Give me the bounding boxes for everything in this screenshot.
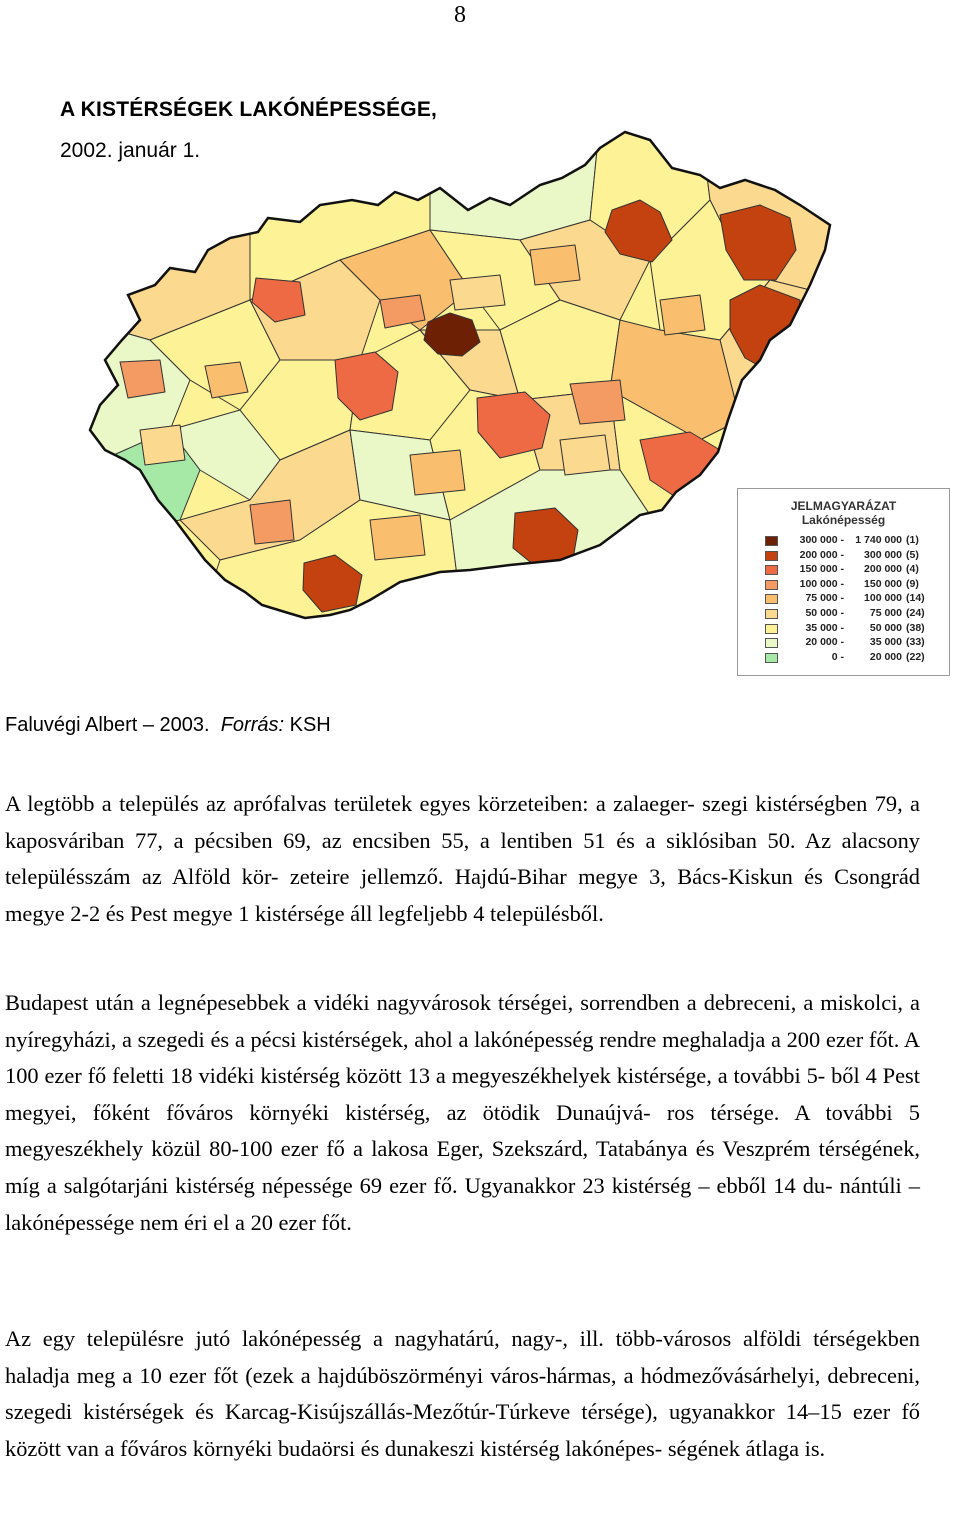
paragraph-line: között van a főváros környéki budaörsi és dunakeszi kistérség lakónépes- (5, 1435, 663, 1461)
legend-range-low: 100 000 - (799, 577, 844, 590)
legend-range-high: 75 000 (869, 606, 902, 619)
paragraph-line: 2-2 és Pest megye 1 kistérsége áll legfeljebb 4 településből. (70, 900, 604, 926)
legend-row (738, 636, 949, 651)
paragraph-most-populous (5, 985, 920, 1241)
paragraph-line: Eger, Szekszárd, Tatabánya és Veszprém térségének, míg a salgótarjáni (5, 1136, 920, 1198)
legend-title: JELMAGYARÁZAT (790, 499, 897, 513)
credit-source: KSH (289, 714, 331, 736)
map-title: A KISTÉRSÉGEK LAKÓNÉPESSÉGE, (60, 98, 438, 121)
paragraph-line: Budapest után a legnépesebbek a vidéki nagyvárosok térségei, sorrendben (5, 990, 680, 1015)
paragraph-line: kistérség népessége 69 ezer fő. Ugyanakkor 23 kistérség – ebből 14 du- (175, 1172, 833, 1198)
legend-range-high: 200 000 (864, 563, 902, 576)
paragraph-line: alföldi térségekben haladja meg a 10 ezer főt (ezek a hajdúböszörményi (5, 1326, 920, 1388)
legend-range-low: 0 - (831, 650, 844, 663)
legend-row (738, 534, 949, 549)
legend-range-low: 75 000 - (805, 592, 844, 605)
paragraph-line: a debreceni, a miskolci, a nyíregyházi, a szegedi és a pécsi kistérségek, (5, 990, 920, 1052)
legend-range-low: 20 000 - (805, 636, 844, 649)
paragraph-line: ahol a lakónépesség rendre meghaladja a 200 ezer főt. A 100 ezer fő feletti (5, 1026, 920, 1089)
credit-source-label: Forrás: (220, 714, 285, 736)
legend-range-low: 200 000 - (799, 548, 844, 561)
map-date: 2002. január 1. (60, 139, 201, 162)
legend-range-high: 35 000 (869, 636, 902, 649)
legend-row (738, 607, 949, 622)
paragraph-line: Az egy településre jutó lakónépesség a nagyhatárú, nagy-, ill. több-városos (5, 1326, 732, 1351)
legend-row (738, 592, 949, 607)
legend-subtitle: Lakónépesség (801, 513, 886, 527)
legend-range-high: 50 000 (869, 621, 902, 634)
paragraph-line: A legtöbb a település az aprófalvas területek egyes körzeteiben: a zalaeger- (5, 791, 695, 816)
paragraph-line: ségének átlaga is. (667, 1435, 826, 1461)
paragraph-line: város-hármas, a hódmezővásárhelyi, debreceni, szegedi kistérségek és (5, 1362, 920, 1425)
legend-row (738, 651, 949, 666)
legend-count: (9) (906, 577, 919, 590)
legend-count: (22) (906, 650, 925, 663)
legend-count: (38) (906, 621, 925, 634)
legend-range-low: 50 000 - (805, 606, 844, 619)
paragraph-line: lentiben 51 és a siklósiban 50. Az alacsony településszám az Alföld kör- (5, 827, 920, 890)
page-number: 8 (454, 2, 466, 28)
legend-count: (33) (906, 636, 925, 649)
map-legend (737, 488, 950, 676)
map-credit (5, 714, 331, 737)
paragraph-line: ből 4 Pest megyei, főként főváros környéki kistérség, az ötödik Dunaújvá- (5, 1063, 920, 1125)
legend-count: (5) (906, 548, 919, 561)
paragraph-population-per-settlement (5, 1321, 920, 1467)
legend-range-low: 300 000 - (799, 534, 844, 546)
legend-range-high: 150 000 (864, 577, 902, 590)
legend-count: (4) (906, 563, 919, 576)
paragraph-line: 18 vidéki kistérség között 13 a megyeszékhelyek kistérsége, a további 5- (170, 1063, 826, 1089)
legend-count: (24) (906, 606, 925, 619)
paragraph-settlement-counts (5, 786, 920, 932)
paragraph-line: nántúli – lakónépessége nem éri el a 20 ezer főt. (5, 1172, 920, 1235)
legend-range-low: 150 000 - (799, 563, 844, 576)
legend-row (738, 549, 949, 564)
paragraph-line: szegi kistérségben 79, a kaposváriban 77, a pécsiben 69, az encsiben 55, a (5, 791, 920, 853)
legend-range-high: 300 000 (864, 548, 902, 561)
paragraph-line: Karcag-Kisújszállás-Mezőtúr-Túrkeve térsége), ugyanakkor 14–15 ezer fő (224, 1399, 920, 1425)
paragraph-line: ros térsége. A további 5 megyeszékhely közül 80-100 ezer fő a lakosa (5, 1099, 921, 1162)
paragraph-line: zeteire jellemző. Hajdú-Bihar megye 3, Bács-Kiskun és Csongrád megye (5, 864, 920, 926)
legend-count: (1) (906, 534, 919, 546)
legend-rows (738, 534, 949, 665)
legend-range-high: 20 000 (869, 650, 902, 663)
legend-range-low: 35 000 - (805, 621, 844, 634)
legend-count: (14) (906, 592, 925, 605)
legend-row (738, 563, 949, 578)
legend-range-high: 1 740 000 (855, 534, 902, 546)
legend-range-high: 100 000 (864, 592, 902, 605)
legend-row (738, 578, 949, 593)
legend-row (738, 622, 949, 637)
credit-author: Faluvégi Albert – 2003. (5, 714, 210, 736)
